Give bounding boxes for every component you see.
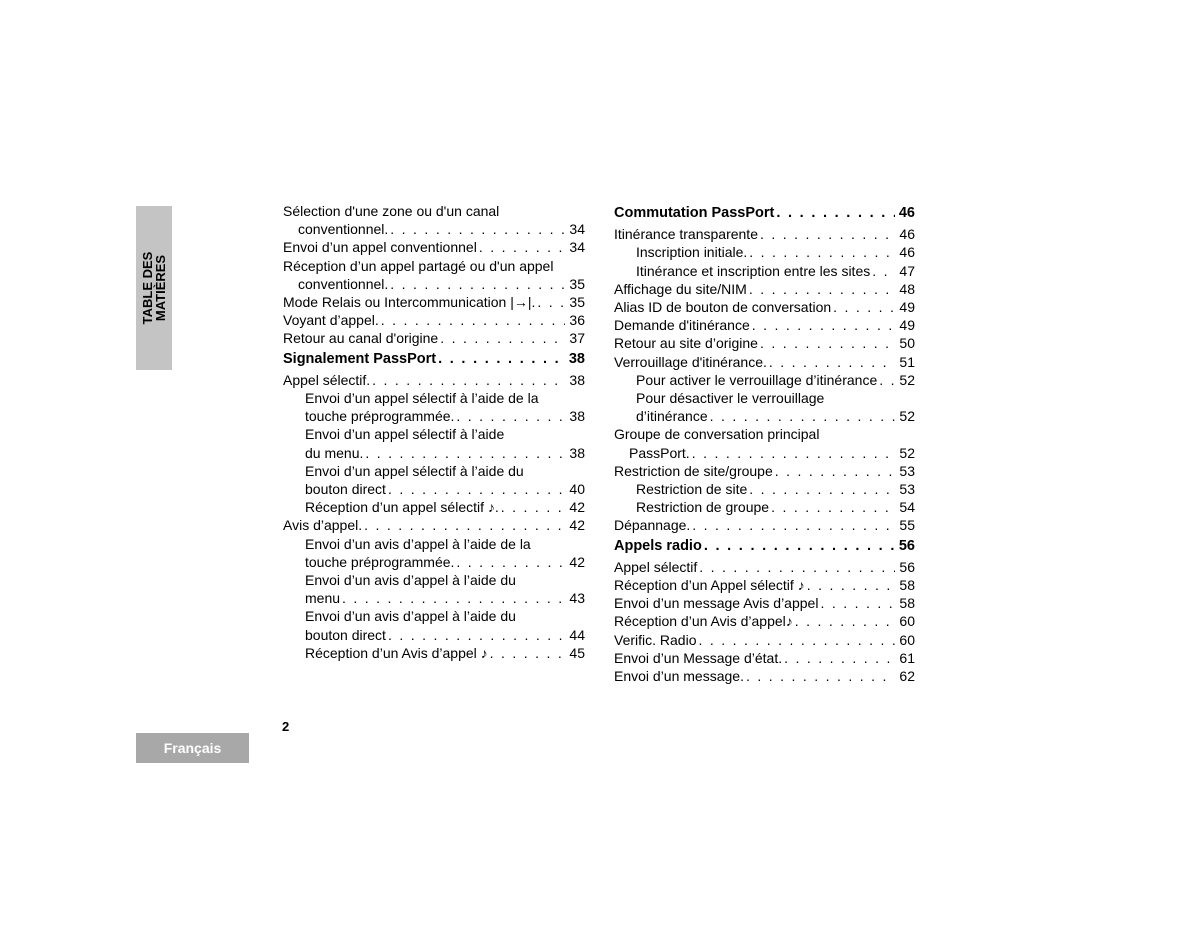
toc-chapter-entry[interactable] — [283, 350, 585, 368]
dot-leader — [782, 649, 895, 667]
toc-entry-title: conventionnel. — [298, 221, 389, 238]
toc-page-number: 52 — [899, 408, 915, 425]
section-tab-label: TABLE DES MATIÈRES — [140, 251, 168, 325]
toc-entry-title: Avis d’appel. — [283, 517, 363, 534]
dot-leader — [379, 311, 566, 329]
toc-entry-title: Appels radio — [614, 537, 702, 554]
toc-page-number: 58 — [899, 595, 915, 612]
toc-entry[interactable] — [283, 293, 585, 311]
toc-entry[interactable] — [283, 238, 585, 256]
toc-page-number: 55 — [899, 517, 915, 534]
toc-entry-title: Restriction de groupe — [636, 499, 770, 516]
toc-entry-text: Sélection d'une zone ou d'un canal — [283, 203, 500, 219]
toc-column-left — [283, 202, 585, 662]
toc-page-number: 43 — [569, 590, 585, 607]
toc-entry-title: Signalement PassPort — [283, 350, 437, 367]
toc-entry[interactable] — [614, 667, 915, 685]
toc-entry-title: Réception d’un Appel sélectif ♪ — [614, 577, 805, 594]
toc-entry-title: Retour au site d’origine — [614, 335, 758, 352]
dot-leader — [363, 444, 565, 462]
dot-leader — [774, 204, 895, 222]
dot-leader — [870, 262, 895, 280]
toc-entry[interactable] — [283, 607, 585, 643]
toc-entry[interactable] — [283, 329, 585, 347]
toc-entry-title: Demande d'itinérance — [614, 317, 750, 334]
toc-entry-title: touche préprogrammée. — [305, 408, 455, 425]
toc-page-number: 40 — [569, 481, 585, 498]
toc-page-number: 56 — [899, 558, 915, 575]
page-number: 2 — [282, 719, 290, 734]
section-tab — [136, 206, 172, 370]
toc-entry-title: Commutation PassPort — [614, 205, 775, 221]
toc-page-number: 49 — [899, 317, 915, 334]
toc-entry-text: Réception d’un appel partagé ou d'un appel — [283, 257, 554, 274]
dot-leader — [370, 371, 565, 389]
toc-entry[interactable] — [614, 298, 915, 316]
toc-page-number: 35 — [569, 275, 585, 292]
dot-leader — [388, 275, 565, 293]
dot-leader — [769, 498, 895, 516]
toc-entry[interactable] — [283, 571, 585, 607]
toc-entry[interactable] — [614, 649, 915, 667]
dot-leader — [386, 626, 565, 644]
toc-page-number: 49 — [899, 299, 915, 316]
toc-chapter-entry[interactable] — [614, 537, 915, 555]
toc-entry-title: Réception d’un Avis d’appel♪ — [614, 613, 793, 630]
toc-page-number: 44 — [569, 626, 585, 643]
toc-entry-text: Envoi d’un appel sélectif à l’aide de la — [305, 390, 539, 407]
toc-page-number: 36 — [569, 312, 585, 329]
toc-entry[interactable] — [614, 631, 915, 649]
toc-page-number: 45 — [569, 644, 585, 661]
dot-leader — [438, 329, 565, 347]
toc-entry[interactable] — [283, 462, 585, 498]
toc-page-number: 42 — [569, 517, 585, 534]
toc-entry[interactable] — [283, 389, 585, 425]
toc-entry[interactable] — [283, 311, 585, 329]
toc-page-number: 46 — [899, 244, 915, 261]
dot-leader — [747, 280, 896, 298]
toc-entry-title: Verific. Radio — [614, 631, 697, 648]
toc-entry[interactable] — [283, 535, 585, 571]
toc-entry-title: Verrouillage d'itinérance. — [614, 353, 767, 370]
toc-entry-text: Envoi d’un avis d’appel à l’aide de la — [305, 535, 531, 552]
toc-column-right — [614, 202, 915, 685]
toc-page-number: 61 — [899, 649, 915, 666]
toc-entry-title: Dépannage. — [614, 517, 691, 534]
dot-leader — [454, 407, 565, 425]
toc-entry-title: du menu. — [305, 444, 364, 461]
toc-entry[interactable] — [614, 280, 915, 298]
toc-entry-title: Inscription initiale. — [636, 244, 748, 261]
toc-entry-title: Itinérance transparente — [614, 226, 758, 243]
toc-entry-title: d’itinérance — [636, 408, 708, 425]
toc-entry-title: bouton direct — [305, 626, 386, 643]
dot-leader — [831, 298, 895, 316]
toc-page-number: 46 — [899, 226, 915, 243]
toc-entry[interactable] — [614, 612, 915, 630]
toc-entry[interactable] — [283, 257, 585, 293]
dot-leader — [690, 444, 896, 462]
dot-leader — [750, 316, 896, 334]
toc-page-number: 38 — [568, 350, 585, 367]
toc-page-number: 58 — [899, 577, 915, 594]
toc-entry-title: Itinérance et inscription entre les sites — [636, 262, 871, 279]
toc-page-number: 38 — [569, 371, 585, 388]
toc-entry[interactable] — [614, 371, 915, 389]
toc-entry-text: Envoi d’un avis d’appel à l’aide du — [305, 608, 516, 625]
toc-entry-title: touche préprogrammée. — [305, 553, 455, 570]
toc-entry-title: PassPort. — [629, 444, 690, 461]
toc-page-number: 47 — [899, 262, 915, 279]
dot-leader — [805, 576, 896, 594]
dot-leader — [747, 480, 895, 498]
toc-entry[interactable] — [614, 558, 915, 576]
toc-entry-title: Envoi d’un message. — [614, 668, 744, 685]
language-tab: Français — [136, 733, 249, 763]
dot-leader — [744, 667, 895, 685]
toc-page-number: 42 — [569, 553, 585, 570]
dot-leader — [702, 537, 895, 555]
toc-entry[interactable] — [283, 425, 585, 461]
toc-entry-text: Envoi d’un appel sélectif à l’aide du — [305, 462, 524, 479]
dot-leader — [340, 589, 565, 607]
toc-entry[interactable] — [614, 243, 915, 261]
toc-entry[interactable] — [614, 425, 915, 461]
toc-page-number: 37 — [569, 330, 585, 347]
toc-page-number: 38 — [569, 444, 585, 461]
toc-chapter-entry[interactable] — [614, 204, 915, 222]
toc-page-number: 48 — [899, 280, 915, 297]
toc-entry-text: Groupe de conversation principal — [614, 426, 820, 443]
toc-entry[interactable] — [614, 516, 915, 534]
toc-page-number: 52 — [899, 444, 915, 461]
toc-page-number: 34 — [569, 239, 585, 256]
dot-leader — [758, 334, 895, 352]
toc-page-number: 60 — [899, 613, 915, 630]
toc-entry[interactable] — [283, 202, 585, 238]
toc-entry[interactable] — [614, 480, 915, 498]
toc-page-number: 62 — [899, 668, 915, 685]
toc-entry-title: Appel sélectif. — [283, 371, 371, 388]
toc-entry[interactable] — [614, 594, 915, 612]
toc-page-number: 46 — [898, 205, 915, 221]
dot-leader — [499, 498, 566, 516]
toc-page-number: 34 — [569, 221, 585, 238]
dot-leader — [767, 353, 896, 371]
toc-entry[interactable] — [614, 334, 915, 352]
dot-leader — [488, 644, 566, 662]
dot-leader — [388, 220, 565, 238]
toc-page-number: 50 — [899, 335, 915, 352]
toc-entry[interactable] — [614, 389, 915, 425]
dot-leader — [697, 558, 895, 576]
dot-leader — [793, 612, 896, 630]
toc-entry-title: bouton direct — [305, 481, 386, 498]
dot-leader — [386, 480, 565, 498]
toc-entry-title: conventionnel. — [298, 275, 389, 292]
dot-leader — [436, 350, 565, 368]
toc-entry-title: Réception d’un appel sélectif ♪. — [305, 499, 499, 516]
toc-entry[interactable] — [614, 498, 915, 516]
toc-page-number: 42 — [569, 499, 585, 516]
toc-entry[interactable] — [614, 462, 915, 480]
toc-entry-title: menu — [305, 590, 341, 607]
toc-entry-text: Envoi d’un avis d’appel à l’aide du — [305, 572, 516, 589]
toc-page-number: 54 — [899, 499, 915, 516]
toc-entry[interactable] — [283, 371, 585, 389]
dot-leader — [877, 371, 895, 389]
dot-leader — [362, 516, 565, 534]
toc-entry-title: Voyant d’appel. — [283, 312, 379, 329]
dot-leader — [535, 293, 565, 311]
toc-entry-title: Envoi d’un message Avis d’appel — [614, 595, 819, 612]
dot-leader — [454, 553, 565, 571]
toc-page-number: 60 — [899, 631, 915, 648]
toc-entry-title: Restriction de site/groupe — [614, 462, 773, 479]
toc-page-number: 53 — [899, 462, 915, 479]
dot-leader — [696, 631, 895, 649]
toc-entry-text: Envoi d’un appel sélectif à l’aide — [305, 426, 505, 443]
toc-entry-title: Envoi d’un Message d’état. — [614, 649, 783, 666]
dot-leader — [818, 594, 895, 612]
toc-entry-title: Envoi d’un appel conventionnel — [283, 239, 477, 256]
dot-leader — [477, 238, 566, 256]
toc-entry[interactable] — [614, 262, 915, 280]
toc-page-number: 52 — [899, 371, 915, 388]
toc-entry-title: Réception d’un Avis d’appel ♪ — [305, 644, 488, 661]
dot-leader — [708, 407, 896, 425]
dot-leader — [758, 225, 895, 243]
toc-entry[interactable] — [283, 516, 585, 534]
toc-entry-title: Retour au canal d'origine — [283, 330, 439, 347]
toc-entry-title: Pour activer le verrouillage d’itinérance — [636, 371, 878, 388]
toc-entry[interactable] — [283, 644, 585, 662]
toc-page-number: 51 — [899, 353, 915, 370]
toc-entry-text: Pour désactiver le verrouillage — [636, 390, 825, 407]
toc-entry[interactable] — [614, 353, 915, 371]
dot-leader — [690, 516, 895, 534]
toc-entry-title: Restriction de site — [636, 481, 748, 498]
toc-page-number: 38 — [569, 408, 585, 425]
toc-entry[interactable] — [614, 576, 915, 594]
dot-leader — [747, 243, 895, 261]
toc-entry[interactable] — [283, 498, 585, 516]
dot-leader — [773, 462, 896, 480]
toc-page-number: 56 — [898, 537, 915, 554]
toc-page-number: 53 — [899, 481, 915, 498]
toc-entry-title: Appel sélectif — [614, 558, 698, 575]
toc-entry[interactable] — [614, 225, 915, 243]
toc-entry-title: Affichage du site/NIM — [614, 280, 747, 297]
toc-entry[interactable] — [614, 316, 915, 334]
toc-entry-title: Alias ID de bouton de conversation — [614, 299, 832, 316]
toc-entry-title: Mode Relais ou Intercommunication |→|. — [283, 294, 536, 311]
toc-page-number: 35 — [569, 294, 585, 311]
